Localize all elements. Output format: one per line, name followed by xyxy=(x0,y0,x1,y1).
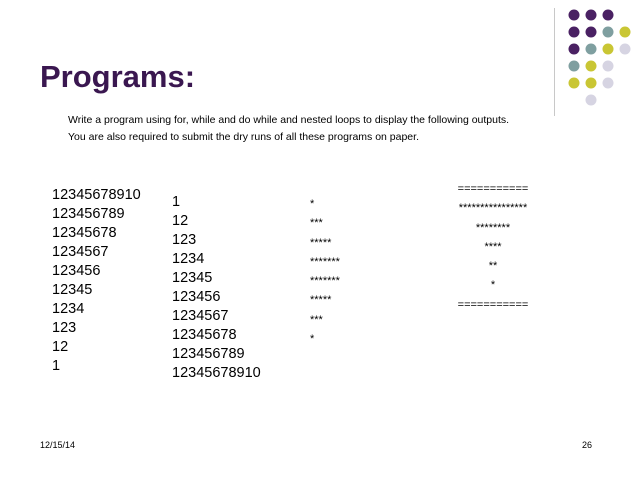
dot xyxy=(603,78,614,89)
output-line: 1234567 xyxy=(52,244,109,260)
output-line: 12 xyxy=(52,339,69,355)
output-line: 123 xyxy=(172,232,197,248)
output-line: ***** xyxy=(310,236,332,249)
output-line: ******* xyxy=(310,255,340,268)
dot xyxy=(586,10,597,21)
output-line: 1234567 xyxy=(172,308,229,324)
dot xyxy=(603,44,614,55)
dot xyxy=(586,27,597,38)
dot xyxy=(586,95,597,106)
output-line: ** xyxy=(488,260,498,273)
dot xyxy=(603,10,614,21)
dot xyxy=(586,44,597,55)
output-line: 12 xyxy=(172,213,189,229)
dot xyxy=(603,61,614,72)
output-line: **************** xyxy=(458,202,528,215)
output-line: 1234 xyxy=(52,301,85,317)
output-pattern-2 xyxy=(172,193,261,383)
dot xyxy=(603,27,614,38)
output-line: 12345 xyxy=(172,270,213,286)
dot xyxy=(569,10,580,21)
dot xyxy=(569,78,580,89)
output-line: =========== xyxy=(457,183,529,195)
output-line: **** xyxy=(484,240,502,253)
output-line: ***** xyxy=(310,294,332,307)
footer-page-number: 26 xyxy=(582,440,593,450)
output-line: 1 xyxy=(52,358,61,374)
output-line: =========== xyxy=(457,298,529,311)
dot xyxy=(586,61,597,72)
dot xyxy=(569,27,580,38)
dot xyxy=(569,44,580,55)
dot xyxy=(569,61,580,72)
output-line: 123456789 xyxy=(52,206,125,222)
output-line: 123456789 xyxy=(172,346,245,362)
output-line: *** xyxy=(310,313,323,326)
output-pattern-3 xyxy=(310,195,340,349)
output-line: 12345678 xyxy=(52,225,117,241)
output-line: 12345678910 xyxy=(52,187,141,203)
output-pattern-4 xyxy=(435,180,551,315)
output-line: ******* xyxy=(310,275,340,288)
output-line: 12345678910 xyxy=(172,365,261,381)
output-line: 12345678 xyxy=(172,327,237,343)
output-line: 1234 xyxy=(172,251,205,267)
divider-line xyxy=(554,8,555,116)
output-line: * xyxy=(310,198,315,210)
slide-title: Programs: xyxy=(40,59,196,94)
output-line: *** xyxy=(310,217,323,230)
output-line: 123456 xyxy=(172,289,221,305)
footer-date: 12/15/14 xyxy=(40,440,76,450)
output-line: 123 xyxy=(52,320,77,336)
output-pattern-1 xyxy=(52,186,141,376)
output-line: 1 xyxy=(172,194,181,210)
output-line: 123456 xyxy=(52,263,101,279)
dot xyxy=(620,44,631,55)
dot xyxy=(586,78,597,89)
bullet-text: Write a program using for, while and do while and nested loops to display the following outputs. You are also required to submit the dry runs of all these programs on paper. xyxy=(68,114,510,143)
output-line: * xyxy=(310,333,315,346)
dot xyxy=(620,27,631,38)
output-line: 12345 xyxy=(52,282,93,298)
output-line: ******** xyxy=(475,221,511,234)
output-line: * xyxy=(490,279,496,292)
